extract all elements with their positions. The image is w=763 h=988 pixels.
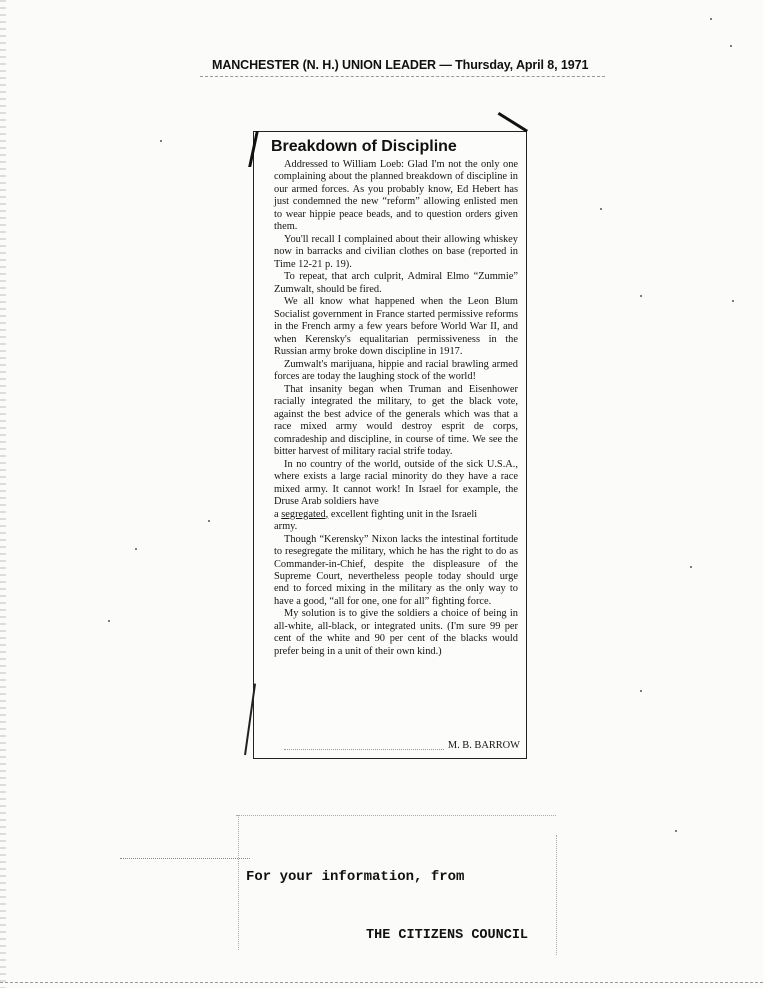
article-paragraph-line: army. [274,521,298,533]
stamp-organization: THE CITIZENS COUNCIL [366,928,529,943]
article-body [274,159,518,658]
article-paragraph: That insanity began when Truman and Eisenhower racially integrated the military, to get the black vote, against the best advice of the generals which was that a race mixed army would destroy esprit de corps, comradeship and discipline, in course of time. We see the bitter harvest of military racial strife today. [274,383,518,458]
article-paragraph: Though “Kerensky” Nixon lacks the intestinal fortitude to resegregate the military, which he has the right to do as Commander-in-Chief, despite the displeasure of the Supreme Court, nevertheless people today should urge end to forced mixing in the military as the only way to have a good, “all for one, one for all” fighting force. [274,533,518,607]
clipping-corner-mark [484,112,528,155]
scan-speck [600,208,602,210]
article-paragraph: Zumwalt's marijuana, hippie and racial brawling armed forces are today the laughing stock of the world! [274,358,518,383]
scan-speck [732,300,734,302]
article-phrase: excellent fighting unit in the Israeli [330,508,478,520]
stamp-border [556,835,557,955]
article-signature: M. B. BARROW [447,740,520,751]
article-paragraph: Addressed to William Loeb: Glad I'm not the only one complaining about the planned breakdown of discipline in our armed forces. As you probably know, Ed Hebert has just condemned the new “reform” allowing enlisted men to wear hippie peace beads, and to question orders given them. [274,159,518,233]
article-headline: Breakdown of Discipline [271,138,457,155]
article-paragraph: To repeat, that arch culprit, Admiral Elmo “Zummie” Zumwalt, should be fired. [274,271,518,295]
scan-speck [108,620,110,622]
article-paragraph: We all know what happened when the Leon Blum Socialist government in France started permissive reforms in the French army a few years before World War II, and when Kerensky's equalitarian permissiveness in the Russian army broke down discipline in 1917. [274,296,518,358]
scan-speck [640,690,642,692]
article-paragraph: My solution is to give the soldiers a choice of being in all-white, all-black, or integrated units. (I'm sure 99 per cent of the white and 90 per cent of the blacks would prefer being in a unit of their own kind.) [274,608,518,657]
scan-edge-shadow [0,0,6,988]
clipping-bracket-mark [244,684,266,757]
scan-speck [690,566,692,568]
scan-speck [730,45,732,47]
article-word: a [274,508,279,520]
article-paragraph-line [274,509,518,521]
scan-speck [135,548,137,550]
stamp-border [236,815,556,816]
newspaper-masthead: MANCHESTER (N. H.) UNION LEADER — Thursday, April 8, 1971 [212,58,589,72]
stamp-for-your-information: For your information, from [246,869,465,885]
underlined-word: segregated, [281,508,329,520]
clipping-corner-mark [248,131,273,167]
article-paragraph: In no country of the world, outside of the sick U.S.A., where exists a large racial minority do they have a race mixed army. It cannot work! In Israel for example, the Druse Arab soldiers have [274,458,518,508]
scan-speck [675,830,677,832]
article-paragraph: You'll recall I complained about their allowing whiskey now in barracks and civilian clothes on base (reported in Time 12-21 p. 19). [274,233,518,270]
bottom-scan-rule [0,982,763,983]
scan-speck [160,140,162,142]
scan-speck [208,520,210,522]
stamp-dotted-line [120,858,250,859]
newspaper-clipping [253,131,527,759]
scan-speck [640,295,642,297]
signature-rule [284,749,444,750]
scan-speck [710,18,712,20]
masthead-rule [200,76,605,77]
stamp-border [238,815,239,950]
